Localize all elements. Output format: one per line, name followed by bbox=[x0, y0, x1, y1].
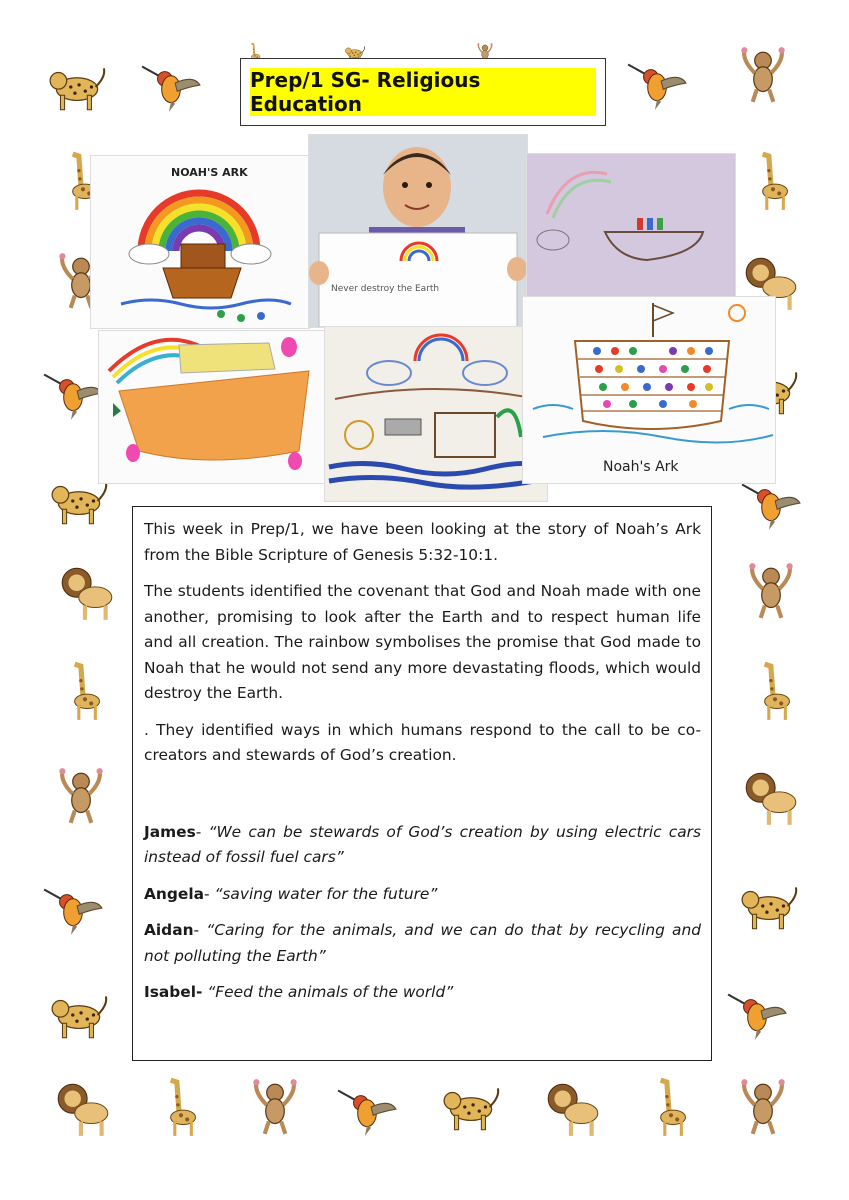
title-box bbox=[240, 58, 606, 126]
quote-text: “Caring for the animals, and we can do that by recycling and not polluting the Earth” bbox=[144, 921, 702, 965]
hummingbird-icon bbox=[726, 980, 788, 1042]
quote-separator: - bbox=[203, 884, 215, 903]
leopard-icon bbox=[48, 984, 110, 1046]
quote-text: “Feed the animals of the world” bbox=[207, 983, 454, 1001]
giraffe-icon bbox=[150, 1076, 212, 1138]
monkey-icon bbox=[732, 1076, 794, 1138]
hummingbird-icon bbox=[336, 1076, 398, 1138]
photo-noahs-ark-rainbow-drawing bbox=[90, 155, 310, 329]
photo-ark-with-animals-rows bbox=[522, 296, 776, 484]
page-title: Prep/1 SG- Religious Education bbox=[250, 68, 596, 116]
drawing-caption: Never destroy the Earth bbox=[331, 284, 440, 294]
quote-separator: - bbox=[193, 921, 207, 939]
drawing-label: Noah's Ark bbox=[603, 459, 679, 475]
leopard-icon bbox=[738, 875, 800, 937]
quote-text: “saving water for the future” bbox=[214, 884, 438, 903]
student-name: Angela bbox=[144, 884, 204, 903]
lion-icon bbox=[740, 765, 802, 827]
covenant-paragraph: The students identified the covenant that God and Noah made with one another, promising to look after the Earth and to respect human life and all creation. The rainbow symbolises the promise that God made to Noah that he would not send any more devastating floods, which would destroy the Earth. bbox=[144, 582, 701, 702]
quote-james bbox=[144, 820, 701, 871]
monkey-icon bbox=[50, 765, 112, 827]
photo-animals-and-ark-drawing bbox=[324, 326, 548, 502]
hummingbird-icon bbox=[140, 52, 202, 114]
drawing-label: NOAH'S ARK bbox=[171, 166, 248, 179]
quote-text: “We can be stewards of God’s creation by using electric cars instead of fossil fuel cars” bbox=[144, 822, 701, 866]
student-name: James bbox=[144, 822, 196, 841]
spacer bbox=[144, 780, 701, 820]
monkey-icon bbox=[244, 1076, 306, 1138]
leopard-icon bbox=[46, 56, 108, 118]
leopard-icon bbox=[440, 1076, 502, 1138]
lion-icon bbox=[542, 1076, 604, 1138]
quote-separator: - bbox=[195, 822, 209, 841]
intro-paragraph: This week in Prep/1, we have been looking at the story of Noah’s Ark from the Bible Scripture of Genesis 5:32-10:1. bbox=[144, 520, 701, 564]
student-name: Isabel- bbox=[144, 983, 203, 1001]
giraffe-icon bbox=[54, 660, 116, 722]
giraffe-icon bbox=[640, 1076, 702, 1138]
giraffe-icon bbox=[744, 660, 806, 722]
hummingbird-icon bbox=[626, 50, 688, 112]
photo-boy-holding-drawing bbox=[308, 134, 528, 328]
hummingbird-icon bbox=[42, 360, 104, 422]
monkey-icon bbox=[740, 560, 802, 622]
photo-orange-ark-crayon-drawing bbox=[98, 330, 326, 484]
photo-boat-on-purple-paper bbox=[526, 153, 736, 297]
student-name: Aidan bbox=[144, 921, 194, 939]
lion-icon bbox=[56, 560, 118, 622]
monkey-icon bbox=[732, 44, 794, 106]
stewards-paragraph: . They identified ways in which humans respond to the call to be co-creators and stewards of God’s creation. bbox=[144, 720, 701, 764]
quote-aidan bbox=[144, 918, 701, 969]
description-box bbox=[132, 506, 712, 1061]
hummingbird-icon bbox=[42, 875, 104, 937]
quote-isabel bbox=[144, 980, 701, 1006]
lion-icon bbox=[52, 1076, 114, 1138]
quote-angela bbox=[144, 882, 701, 908]
giraffe-icon bbox=[742, 150, 804, 212]
